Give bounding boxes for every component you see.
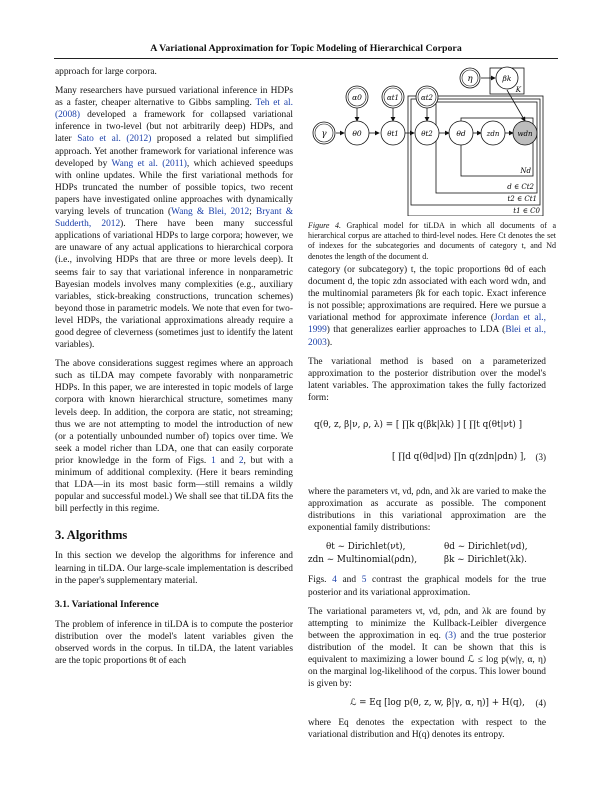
node-alpha-t1 (382, 86, 404, 108)
dist-theta-d: θd ∼ Dirichlet(νd), (444, 542, 528, 553)
figure-ref-4[interactable]: 4 (332, 575, 337, 586)
paragraph-latent-variables: category (or subcategory) t, the topic proportions θd of each document d, the topic zdn associated with each word wdn, and the multinomial parameters βk for each topic. Exact inference is not possible; approximations are required. Here we pursue a variational method for approximate inference (Jordan et al., 1999) that generalizes earlier approaches to LDA (Blei et al., 2003). (308, 265, 546, 348)
plate-label-t1: t1 ∈ C0 (513, 207, 540, 215)
header-rule (54, 58, 558, 59)
node-w-observed (513, 121, 537, 145)
paragraph-continuation: approach for large corpora. (55, 67, 157, 77)
equation-3-line-1: q(θ, z, β|ν, ρ, λ) = [ ∏k q(βk|λk) ] [ ∏t q(θt|νt) ] (314, 420, 523, 431)
paragraph-figs-contrast: Figs. 4 and 5 contrast the graphical models for the true posterior and its variational approximation. (308, 575, 547, 598)
equation-4-number: (4) (535, 698, 546, 709)
equation-3-line-2: [ ∏d q(θd|νd) ∏n q(zdn|ρdn) ], (392, 452, 527, 463)
right-column (308, 264, 546, 748)
dist-beta: βk ∼ Dirichlet(λk). (444, 555, 527, 566)
svg-text:wdn: wdn (517, 130, 533, 138)
svg-text:αt1: αt1 (387, 94, 399, 102)
subsection-title-variational: 3.1. Variational Inference (55, 598, 159, 610)
svg-text:θ0: θ0 (352, 129, 362, 138)
paragraph-regimes: The above considerations suggest regimes where an approach such as tiLDA may compete favorably with nonparametric HDPs. In this paper, we are interested in topic models of large corpora with known hierarchical structure, sometimes many levels deep. In addition, the corpora are static, not streaming; thus we are not attempting to model the introduction of new (or a potentially unbounded number of) topics over time. We seek a model richer than LDA, one that can easily corporate prior knowledge in the form of Figs. 1 and 2, but with a minimum of additional complexity. (Here it bears reminding that LDA—in its most basic form—still remains a wildly popular and successful model.) We shall see that tiLDA fits the bill perfectly in this regime. (55, 359, 294, 515)
running-title: A Variational Approximation for Topic Modeling of Hierarchical Corpora (150, 43, 462, 54)
citation-jordan[interactable]: Jordan et al., 1999 (308, 313, 546, 336)
equation-3 (308, 411, 546, 479)
node-alpha-t2 (416, 86, 438, 108)
equation-3-number: (3) (535, 452, 546, 463)
svg-text:γ: γ (321, 129, 327, 139)
dist-z: zdn ∼ Multinomial(ρdn), (308, 555, 418, 566)
node-theta-t1 (381, 121, 405, 145)
citation-bryant[interactable]: Bryant & Sudderth, 2012 (55, 207, 294, 230)
plate-label-k: K (515, 86, 521, 94)
paragraph-algorithms-intro: In this section we develop the algorithms for inference and learning in tiLDA. Our large-scale implementation is described in the paper's supplementary material. (55, 551, 293, 586)
svg-text:θt2: θt2 (421, 130, 433, 138)
citation-blei[interactable]: Blei et al., 2003 (308, 325, 546, 348)
svg-text:αt2: αt2 (421, 94, 433, 102)
paragraph-parameters: where the parameters νt, νd, ρdn, and λk are varied to make the approximation as accurate as possible. The component distributions in this variational approximation are the exponential family distributions: (308, 487, 546, 534)
section-title-algorithms: 3. Algorithms (55, 528, 128, 543)
citation-wang[interactable]: Wang et al. (2011) (111, 158, 187, 169)
svg-text:θd: θd (456, 129, 466, 138)
dist-theta-t: θt ∼ Dirichlet(νt), (326, 542, 406, 553)
figure-graphical-model (308, 66, 558, 216)
svg-text:βk: βk (502, 74, 512, 83)
equation-ref-3[interactable]: (3) (445, 630, 457, 641)
equation-4-body: ℒ = Eq [log p(θ, z, w, β|γ, α, η)] + H(q), (350, 698, 525, 709)
paragraph-related-work: Many researchers have pursued variational inference in HDPs as a faster, cheaper alternative to Gibbs sampling. Teh et al. (2008) developed a framework for collapsed variational inference in two-level (but not arbitrarily deep) HDPs, and later Sato et al. (2012) proposed a related but simplified approach. Yet another framework for variational inference was developed by Wang et al. (2011), which achieved speedups with online updates. While the first variational methods for HDPs truncated the number of possible topics, two recent papers have investigated online approaches with dynamically varying levels of truncation (Wang & Blei, 2012; Bryant & Sudderth, 2012). There have been many successful applications of variational HDPs to large corpora; however, we are unaware of any actual applications to hierarchical corpora (i.e., involving HDPs that are three or more levels deep). It seems fair to say that variational inference in nonparametric Bayesian models involves many complexities (e.g., auxiliary variables, stick-breaking constructions, truncation schemes) beyond those in parametric models. We note that even for two-level HDPs, the variational approximations already require a good degree of cleverness (sometimes just to identify the latent variables). (55, 86, 294, 351)
node-eta (460, 68, 480, 88)
plate-label-d: d ∈ Ct2 (507, 183, 534, 191)
node-alpha-0 (346, 86, 368, 108)
paragraph-expectation: where Eq denotes the expectation with respect to the variational distribution and H(q) denotes its entropy. (308, 718, 546, 741)
paragraph-variational-method: The variational method is based on a parameterized approximation to the posterior distribution over the model's latent variables. The approximation takes the fully factorized form: (308, 356, 546, 403)
figure-ref-1[interactable]: 1 (211, 455, 216, 466)
plate-label-t2: t2 ∈ Ct1 (507, 195, 537, 203)
svg-text:η: η (467, 74, 473, 84)
graphical-model-svg (308, 66, 558, 216)
citation-sato[interactable]: Sato et al. (2012) (77, 134, 152, 145)
plate-label-n: Nd (520, 167, 531, 175)
svg-text:zdn: zdn (486, 130, 500, 138)
left-column (55, 66, 293, 674)
svg-text:α0: α0 (352, 93, 362, 102)
figure-ref-2[interactable]: 2 (238, 455, 244, 466)
node-theta-d (449, 121, 473, 145)
node-theta-t2 (415, 121, 439, 145)
equation-4 (308, 697, 546, 711)
node-z (481, 121, 505, 145)
figure-caption: Figure 4. Graphical model for tiLDA in which all documents of a hierarchical corpus are attached to third-level nodes. Here Ct denotes the set of indexes for the subcategories and documents of category t, and Nd denotes the length of the document d. (308, 221, 557, 261)
figure-ref-5[interactable]: 5 (361, 575, 367, 586)
node-theta-0 (345, 121, 369, 145)
node-gamma (313, 122, 335, 144)
svg-text:θt1: θt1 (387, 130, 399, 138)
paragraph-inference: The problem of inference in tiLDA is to compute the posterior distribution over the model's latent variables given the observed words in the corpus. In tiLDA, the latent variables are the topic proportions θt of each (55, 619, 293, 667)
distribution-list (308, 541, 546, 567)
citation-wang-blei[interactable]: Wang & Blei, 2012 (171, 207, 250, 218)
paragraph-kl-divergence: The variational parameters νt, νd, ρdn, and λk are found by attempting to minimize the Kullback-Leibler divergence between the approximation in eq. (3) and the true posterior distribution of the model. It can be shown that this is equivalent to maximizing a lower bound ℒ ≤ log p(w|γ, α, η) on the marginal log-likelihood of the corpus. This lower bound is given by: (308, 606, 547, 690)
node-beta (496, 67, 518, 89)
citation-teh[interactable]: Teh et al. (2008) (55, 98, 293, 121)
